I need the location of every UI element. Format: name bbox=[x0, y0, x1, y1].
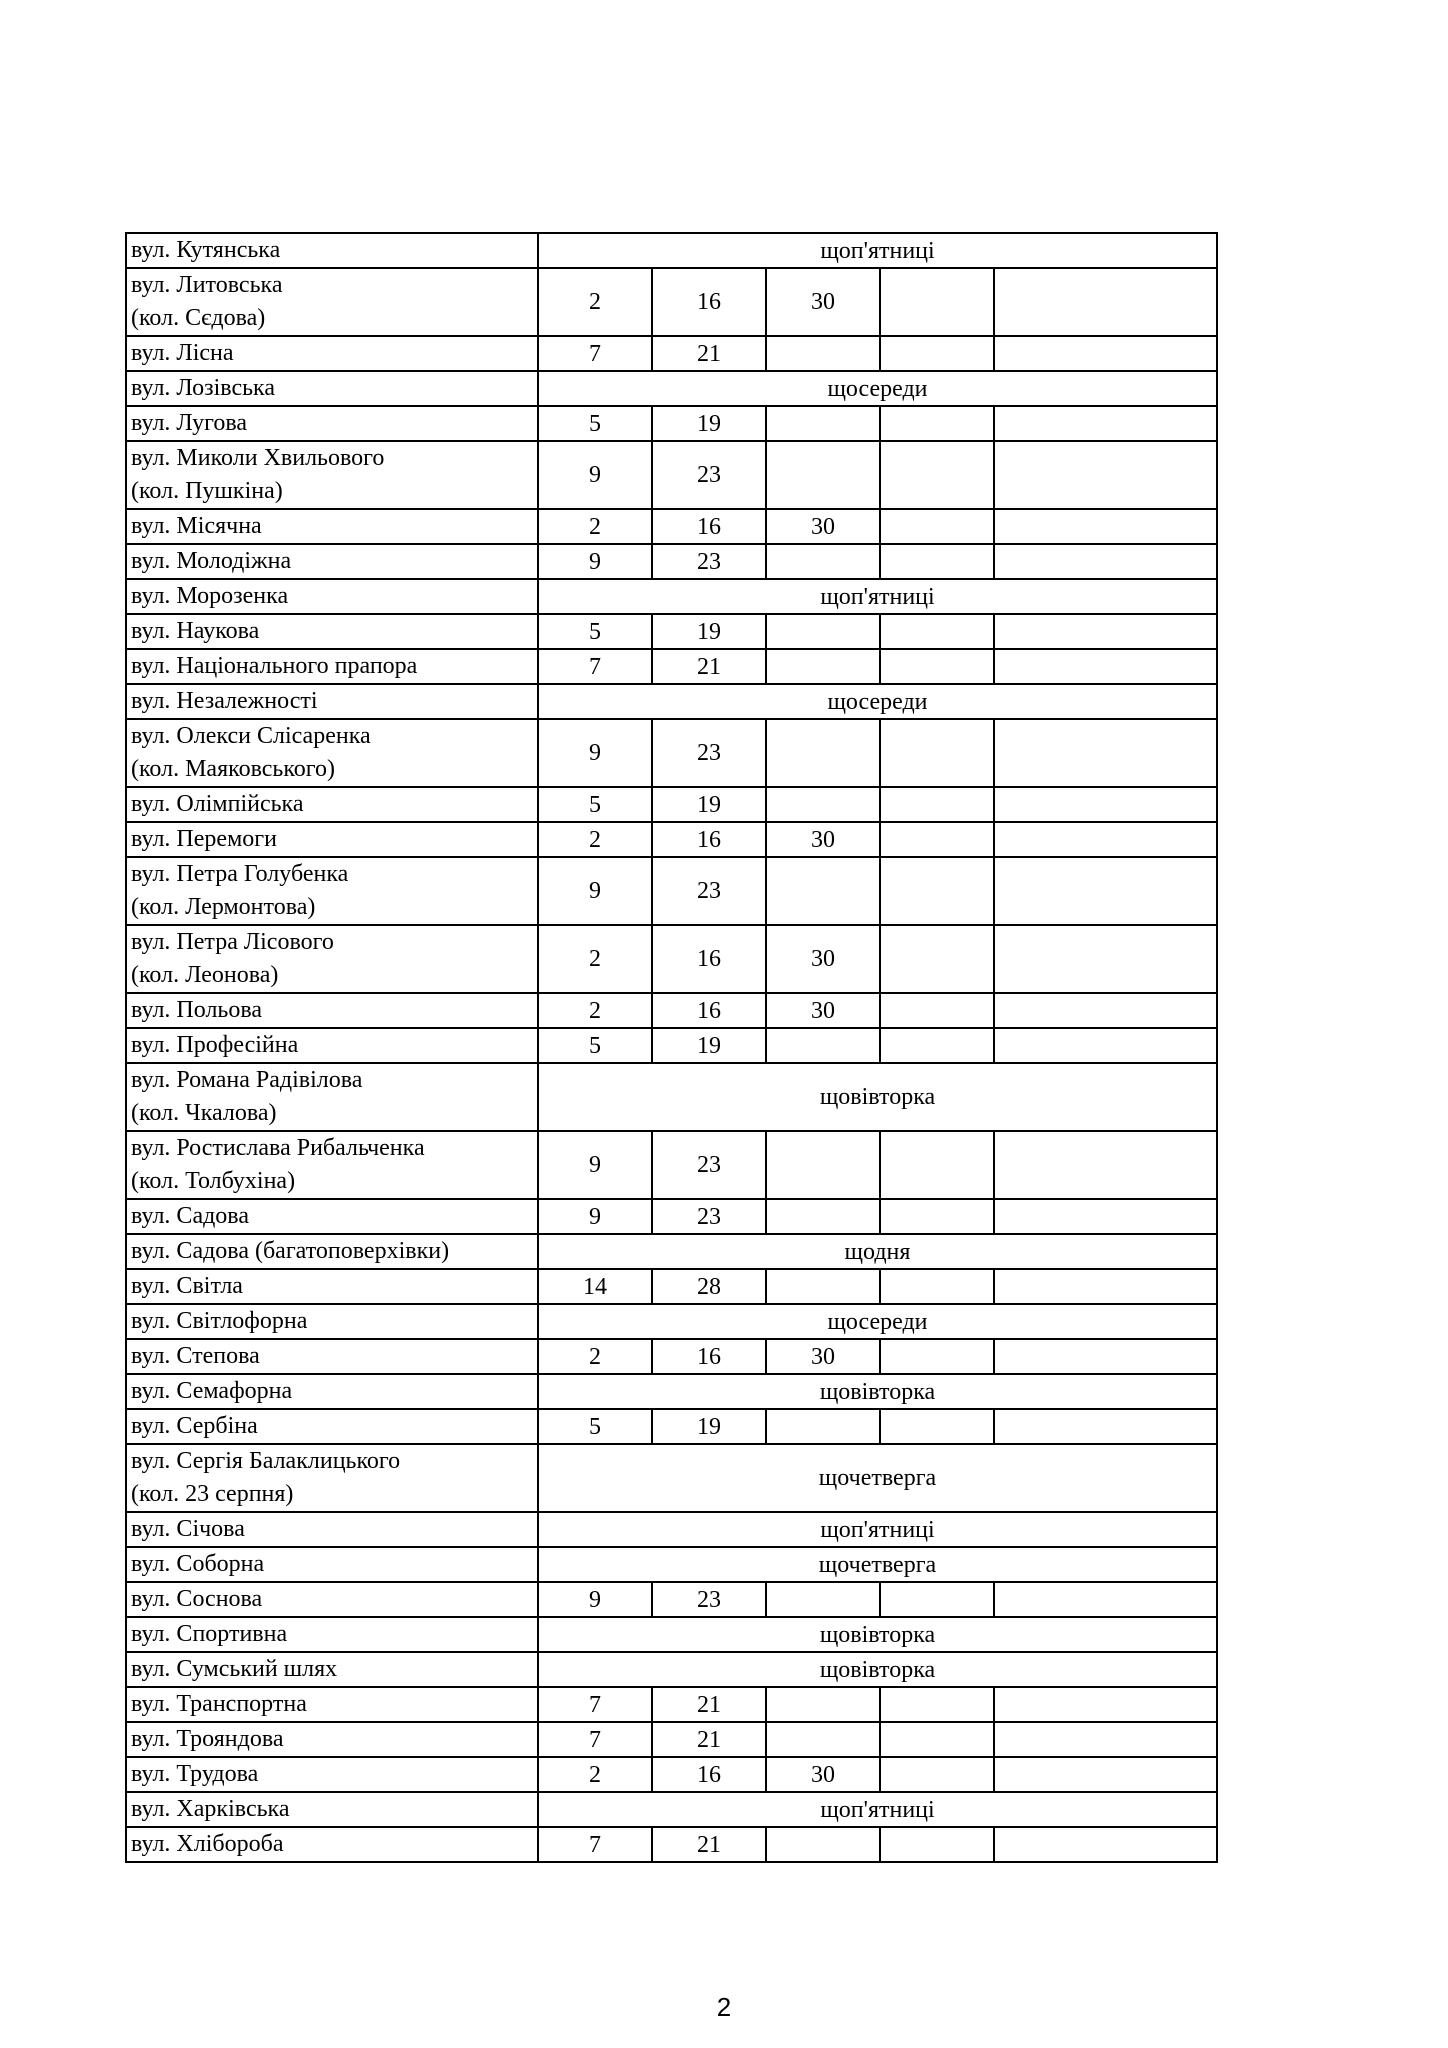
street-name: вул. Степова bbox=[131, 1343, 260, 1369]
pickup-day-cell: 2 bbox=[538, 993, 652, 1028]
street-name: вул. Перемоги bbox=[131, 826, 277, 852]
street-name: вул. Світлофорна bbox=[131, 1308, 308, 1334]
street-name: вул. Спортивна bbox=[131, 1621, 288, 1647]
pickup-day-cell bbox=[994, 857, 1217, 925]
pickup-day-cell: 7 bbox=[538, 1722, 652, 1757]
pickup-day-cell: 9 bbox=[538, 544, 652, 579]
schedule-frequency: щовівторка bbox=[538, 1617, 1217, 1652]
table-row bbox=[126, 1687, 1217, 1722]
table-row bbox=[126, 719, 1217, 787]
street-cell bbox=[126, 1582, 538, 1617]
pickup-day-cell: 30 bbox=[766, 1339, 880, 1374]
street-cell bbox=[126, 1792, 538, 1827]
table-row bbox=[126, 614, 1217, 649]
street-name: вул. Січова bbox=[131, 1516, 245, 1542]
pickup-day-cell bbox=[766, 1131, 880, 1199]
pickup-day-cell: 23 bbox=[652, 1582, 766, 1617]
street-former-name: (кол. 23 серпня) bbox=[131, 1481, 294, 1507]
table-row bbox=[126, 1339, 1217, 1374]
pickup-day-cell: 9 bbox=[538, 441, 652, 509]
schedule-frequency: щовівторка bbox=[538, 1374, 1217, 1409]
pickup-day-cell: 16 bbox=[652, 1339, 766, 1374]
street-cell bbox=[126, 233, 538, 268]
pickup-day-cell: 9 bbox=[538, 857, 652, 925]
table-row bbox=[126, 1547, 1217, 1582]
street-name: вул. Світла bbox=[131, 1273, 243, 1299]
pickup-day-cell: 2 bbox=[538, 822, 652, 857]
table-row bbox=[126, 1269, 1217, 1304]
pickup-day-cell bbox=[994, 1269, 1217, 1304]
pickup-day-cell bbox=[880, 857, 994, 925]
street-name: вул. Петра Лісового bbox=[131, 929, 334, 955]
pickup-day-cell bbox=[994, 336, 1217, 371]
table-row bbox=[126, 544, 1217, 579]
table-row bbox=[126, 1374, 1217, 1409]
street-cell bbox=[126, 1028, 538, 1063]
table-row bbox=[126, 1617, 1217, 1652]
street-cell bbox=[126, 509, 538, 544]
pickup-day-cell bbox=[766, 406, 880, 441]
pickup-day-cell: 21 bbox=[652, 1827, 766, 1862]
pickup-day-cell bbox=[880, 822, 994, 857]
street-name: вул. Незалежності bbox=[131, 688, 318, 714]
pickup-day-cell: 19 bbox=[652, 787, 766, 822]
street-cell bbox=[126, 1063, 538, 1131]
street-name: вул. Трояндова bbox=[131, 1726, 284, 1752]
schedule-frequency: щодня bbox=[538, 1234, 1217, 1269]
pickup-day-cell bbox=[880, 649, 994, 684]
pickup-day-cell bbox=[994, 925, 1217, 993]
table-row bbox=[126, 1028, 1217, 1063]
pickup-day-cell: 9 bbox=[538, 719, 652, 787]
pickup-day-cell bbox=[994, 787, 1217, 822]
pickup-day-cell: 23 bbox=[652, 544, 766, 579]
pickup-day-cell bbox=[994, 1722, 1217, 1757]
street-former-name: (кол. Лермонтова) bbox=[131, 894, 316, 920]
pickup-day-cell bbox=[880, 1199, 994, 1234]
pickup-day-cell bbox=[994, 1582, 1217, 1617]
pickup-day-cell: 30 bbox=[766, 993, 880, 1028]
pickup-day-cell bbox=[880, 1339, 994, 1374]
street-cell bbox=[126, 1339, 538, 1374]
pickup-day-cell bbox=[994, 1339, 1217, 1374]
pickup-day-cell: 21 bbox=[652, 1722, 766, 1757]
street-name: вул. Романа Радівілова bbox=[131, 1067, 363, 1093]
street-name: вул. Соснова bbox=[131, 1586, 263, 1612]
table-row bbox=[126, 1512, 1217, 1547]
pickup-day-cell bbox=[880, 1827, 994, 1862]
street-cell bbox=[126, 1652, 538, 1687]
pickup-day-cell bbox=[766, 336, 880, 371]
pickup-day-cell: 16 bbox=[652, 1757, 766, 1792]
schedule-frequency: щосереди bbox=[538, 1304, 1217, 1339]
street-name: вул. Миколи Хвильового bbox=[131, 445, 385, 471]
pickup-day-cell bbox=[880, 925, 994, 993]
table-row bbox=[126, 1722, 1217, 1757]
table-row bbox=[126, 993, 1217, 1028]
pickup-day-cell bbox=[766, 441, 880, 509]
pickup-day-cell bbox=[880, 406, 994, 441]
pickup-day-cell bbox=[994, 1199, 1217, 1234]
pickup-day-cell: 9 bbox=[538, 1199, 652, 1234]
street-name: вул. Лісна bbox=[131, 340, 234, 366]
table-row bbox=[126, 233, 1217, 268]
pickup-day-cell: 30 bbox=[766, 509, 880, 544]
street-cell bbox=[126, 268, 538, 336]
pickup-day-cell bbox=[766, 857, 880, 925]
street-name: вул. Харківська bbox=[131, 1796, 290, 1822]
street-name: вул. Транспортна bbox=[131, 1691, 307, 1717]
street-name: вул. Олімпійська bbox=[131, 791, 304, 817]
pickup-day-cell: 7 bbox=[538, 1687, 652, 1722]
street-name: вул. Молодіжна bbox=[131, 548, 292, 574]
pickup-day-cell bbox=[880, 1687, 994, 1722]
pickup-day-cell bbox=[880, 509, 994, 544]
pickup-day-cell bbox=[766, 614, 880, 649]
street-name: вул. Морозенка bbox=[131, 583, 289, 609]
street-former-name: (кол. Пушкіна) bbox=[131, 478, 283, 504]
pickup-day-cell: 16 bbox=[652, 509, 766, 544]
street-cell bbox=[126, 1722, 538, 1757]
street-cell bbox=[126, 406, 538, 441]
pickup-day-cell bbox=[880, 719, 994, 787]
pickup-day-cell: 23 bbox=[652, 857, 766, 925]
table-row bbox=[126, 925, 1217, 993]
table-row bbox=[126, 857, 1217, 925]
street-cell bbox=[126, 1374, 538, 1409]
street-cell bbox=[126, 857, 538, 925]
page-number: 2 bbox=[716, 1992, 732, 2022]
table-row bbox=[126, 1409, 1217, 1444]
street-name: вул. Польова bbox=[131, 997, 263, 1023]
street-name: вул. Професійна bbox=[131, 1032, 299, 1058]
pickup-day-cell bbox=[880, 1409, 994, 1444]
street-former-name: (кол. Леонова) bbox=[131, 962, 279, 988]
schedule-frequency: щочетверга bbox=[538, 1444, 1217, 1512]
pickup-day-cell bbox=[994, 268, 1217, 336]
schedule-frequency: щосереди bbox=[538, 684, 1217, 719]
pickup-day-cell: 19 bbox=[652, 406, 766, 441]
table-row bbox=[126, 1827, 1217, 1862]
pickup-day-cell: 2 bbox=[538, 1339, 652, 1374]
street-name: вул. Ростислава Рибальченка bbox=[131, 1135, 425, 1161]
table-row bbox=[126, 1199, 1217, 1234]
pickup-day-cell bbox=[994, 993, 1217, 1028]
pickup-day-cell bbox=[880, 1722, 994, 1757]
pickup-day-cell bbox=[766, 649, 880, 684]
street-former-name: (кол. Сєдова) bbox=[131, 305, 266, 331]
street-cell bbox=[126, 822, 538, 857]
pickup-day-cell: 9 bbox=[538, 1131, 652, 1199]
table-row bbox=[126, 1444, 1217, 1512]
street-name: вул. Соборна bbox=[131, 1551, 265, 1577]
pickup-day-cell: 7 bbox=[538, 336, 652, 371]
schedule-frequency: щочетверга bbox=[538, 1547, 1217, 1582]
pickup-day-cell: 21 bbox=[652, 649, 766, 684]
table-row bbox=[126, 1652, 1217, 1687]
street-cell bbox=[126, 719, 538, 787]
pickup-day-cell bbox=[880, 1757, 994, 1792]
pickup-day-cell bbox=[994, 719, 1217, 787]
pickup-day-cell: 30 bbox=[766, 925, 880, 993]
street-cell bbox=[126, 1444, 538, 1512]
pickup-day-cell bbox=[994, 649, 1217, 684]
street-cell bbox=[126, 371, 538, 406]
pickup-day-cell: 30 bbox=[766, 268, 880, 336]
pickup-day-cell bbox=[994, 1409, 1217, 1444]
pickup-day-cell: 30 bbox=[766, 822, 880, 857]
pickup-day-cell bbox=[766, 1409, 880, 1444]
street-cell bbox=[126, 1512, 538, 1547]
street-cell bbox=[126, 1757, 538, 1792]
pickup-day-cell: 19 bbox=[652, 1028, 766, 1063]
street-cell bbox=[126, 1131, 538, 1199]
pickup-day-cell bbox=[880, 614, 994, 649]
street-cell bbox=[126, 1269, 538, 1304]
pickup-day-cell: 5 bbox=[538, 1028, 652, 1063]
table-row bbox=[126, 1582, 1217, 1617]
street-name: вул. Сумський шлях bbox=[131, 1656, 338, 1682]
street-name: вул. Кутянська bbox=[131, 237, 281, 263]
table-row bbox=[126, 822, 1217, 857]
street-former-name: (кол. Толбухіна) bbox=[131, 1168, 296, 1194]
pickup-day-cell: 2 bbox=[538, 1757, 652, 1792]
pickup-day-cell bbox=[994, 441, 1217, 509]
street-cell bbox=[126, 787, 538, 822]
street-cell bbox=[126, 1617, 538, 1652]
pickup-day-cell bbox=[994, 1757, 1217, 1792]
table-row bbox=[126, 336, 1217, 371]
pickup-day-cell: 16 bbox=[652, 925, 766, 993]
table-row bbox=[126, 579, 1217, 614]
street-name: вул. Садова (багатоповерхівки) bbox=[131, 1238, 450, 1264]
street-name: вул. Сербіна bbox=[131, 1413, 258, 1439]
pickup-day-cell bbox=[880, 1131, 994, 1199]
pickup-day-cell bbox=[766, 1687, 880, 1722]
street-former-name: (кол. Маяковського) bbox=[131, 756, 336, 782]
schedule-frequency: щоп'ятниці bbox=[538, 579, 1217, 614]
pickup-day-cell: 16 bbox=[652, 822, 766, 857]
street-name: вул. Лугова bbox=[131, 410, 248, 436]
table-row bbox=[126, 1234, 1217, 1269]
pickup-day-cell bbox=[994, 406, 1217, 441]
street-name: вул. Олекси Слісаренка bbox=[131, 723, 371, 749]
street-cell bbox=[126, 614, 538, 649]
street-cell bbox=[126, 336, 538, 371]
table-row bbox=[126, 649, 1217, 684]
schedule-frequency: щовівторка bbox=[538, 1652, 1217, 1687]
pickup-day-cell: 14 bbox=[538, 1269, 652, 1304]
pickup-day-cell bbox=[766, 1028, 880, 1063]
street-cell bbox=[126, 1199, 538, 1234]
pickup-day-cell: 30 bbox=[766, 1757, 880, 1792]
street-cell bbox=[126, 579, 538, 614]
pickup-day-cell: 5 bbox=[538, 406, 652, 441]
pickup-day-cell bbox=[880, 1269, 994, 1304]
pickup-day-cell: 7 bbox=[538, 1827, 652, 1862]
pickup-day-cell bbox=[766, 787, 880, 822]
pickup-day-cell bbox=[994, 614, 1217, 649]
pickup-day-cell bbox=[766, 1582, 880, 1617]
pickup-day-cell bbox=[880, 544, 994, 579]
pickup-day-cell bbox=[994, 509, 1217, 544]
table-row bbox=[126, 787, 1217, 822]
street-cell bbox=[126, 1304, 538, 1339]
pickup-day-cell: 19 bbox=[652, 1409, 766, 1444]
pickup-day-cell: 23 bbox=[652, 1131, 766, 1199]
table-row bbox=[126, 1757, 1217, 1792]
pickup-day-cell: 16 bbox=[652, 993, 766, 1028]
table-row bbox=[126, 371, 1217, 406]
pickup-day-cell bbox=[766, 1199, 880, 1234]
table-row bbox=[126, 684, 1217, 719]
pickup-day-cell: 2 bbox=[538, 268, 652, 336]
table-row bbox=[126, 406, 1217, 441]
pickup-day-cell: 5 bbox=[538, 787, 652, 822]
street-cell bbox=[126, 649, 538, 684]
street-name: вул. Місячна bbox=[131, 513, 262, 539]
pickup-day-cell bbox=[994, 1131, 1217, 1199]
street-former-name: (кол. Чкалова) bbox=[131, 1100, 277, 1126]
table-row bbox=[126, 1063, 1217, 1131]
street-name: вул. Національного прапора bbox=[131, 653, 418, 679]
schedule-frequency: щоп'ятниці bbox=[538, 1792, 1217, 1827]
pickup-day-cell bbox=[994, 1028, 1217, 1063]
pickup-day-cell: 5 bbox=[538, 614, 652, 649]
pickup-day-cell: 21 bbox=[652, 336, 766, 371]
pickup-day-cell: 2 bbox=[538, 509, 652, 544]
pickup-day-cell bbox=[766, 1827, 880, 1862]
street-cell bbox=[126, 1827, 538, 1862]
pickup-day-cell: 23 bbox=[652, 441, 766, 509]
street-cell bbox=[126, 925, 538, 993]
table-row bbox=[126, 1792, 1217, 1827]
street-cell bbox=[126, 544, 538, 579]
street-name: вул. Сергія Балаклицького bbox=[131, 1448, 401, 1474]
street-name: вул. Хлібороба bbox=[131, 1831, 284, 1857]
pickup-day-cell bbox=[766, 1722, 880, 1757]
pickup-day-cell bbox=[994, 544, 1217, 579]
pickup-day-cell bbox=[880, 441, 994, 509]
pickup-day-cell bbox=[994, 822, 1217, 857]
table-row bbox=[126, 509, 1217, 544]
street-name: вул. Литовська bbox=[131, 272, 283, 298]
street-name: вул. Садова bbox=[131, 1203, 249, 1229]
pickup-day-cell bbox=[994, 1687, 1217, 1722]
street-cell bbox=[126, 441, 538, 509]
schedule-frequency: щоп'ятниці bbox=[538, 233, 1217, 268]
schedule-frequency: щовівторка bbox=[538, 1063, 1217, 1131]
schedule-frequency: щосереди bbox=[538, 371, 1217, 406]
table-row bbox=[126, 1131, 1217, 1199]
pickup-day-cell: 9 bbox=[538, 1582, 652, 1617]
pickup-day-cell bbox=[880, 787, 994, 822]
pickup-day-cell bbox=[880, 336, 994, 371]
pickup-day-cell bbox=[880, 993, 994, 1028]
pickup-day-cell bbox=[880, 1028, 994, 1063]
pickup-day-cell bbox=[880, 1582, 994, 1617]
pickup-day-cell bbox=[880, 268, 994, 336]
schedule-body bbox=[126, 233, 1217, 1862]
pickup-day-cell: 28 bbox=[652, 1269, 766, 1304]
street-name: вул. Лозівська bbox=[131, 375, 275, 401]
pickup-day-cell: 2 bbox=[538, 925, 652, 993]
pickup-day-cell: 7 bbox=[538, 649, 652, 684]
pickup-day-cell: 16 bbox=[652, 268, 766, 336]
pickup-day-cell bbox=[766, 1269, 880, 1304]
table-row bbox=[126, 441, 1217, 509]
schedule-frequency: щоп'ятниці bbox=[538, 1512, 1217, 1547]
pickup-day-cell bbox=[766, 544, 880, 579]
street-cell bbox=[126, 1409, 538, 1444]
pickup-day-cell: 21 bbox=[652, 1687, 766, 1722]
table-row bbox=[126, 268, 1217, 336]
pickup-day-cell: 5 bbox=[538, 1409, 652, 1444]
pickup-day-cell: 23 bbox=[652, 1199, 766, 1234]
table-row bbox=[126, 1304, 1217, 1339]
street-cell bbox=[126, 993, 538, 1028]
street-name: вул. Наукова bbox=[131, 618, 260, 644]
pickup-day-cell bbox=[766, 719, 880, 787]
pickup-day-cell bbox=[994, 1827, 1217, 1862]
pickup-day-cell: 23 bbox=[652, 719, 766, 787]
street-name: вул. Семафорна bbox=[131, 1378, 293, 1404]
street-cell bbox=[126, 684, 538, 719]
street-cell bbox=[126, 1687, 538, 1722]
street-cell bbox=[126, 1547, 538, 1582]
street-cell bbox=[126, 1234, 538, 1269]
pickup-day-cell: 19 bbox=[652, 614, 766, 649]
street-name: вул. Петра Голубенка bbox=[131, 861, 349, 887]
schedule-table bbox=[125, 232, 1218, 1863]
street-name: вул. Трудова bbox=[131, 1761, 259, 1787]
